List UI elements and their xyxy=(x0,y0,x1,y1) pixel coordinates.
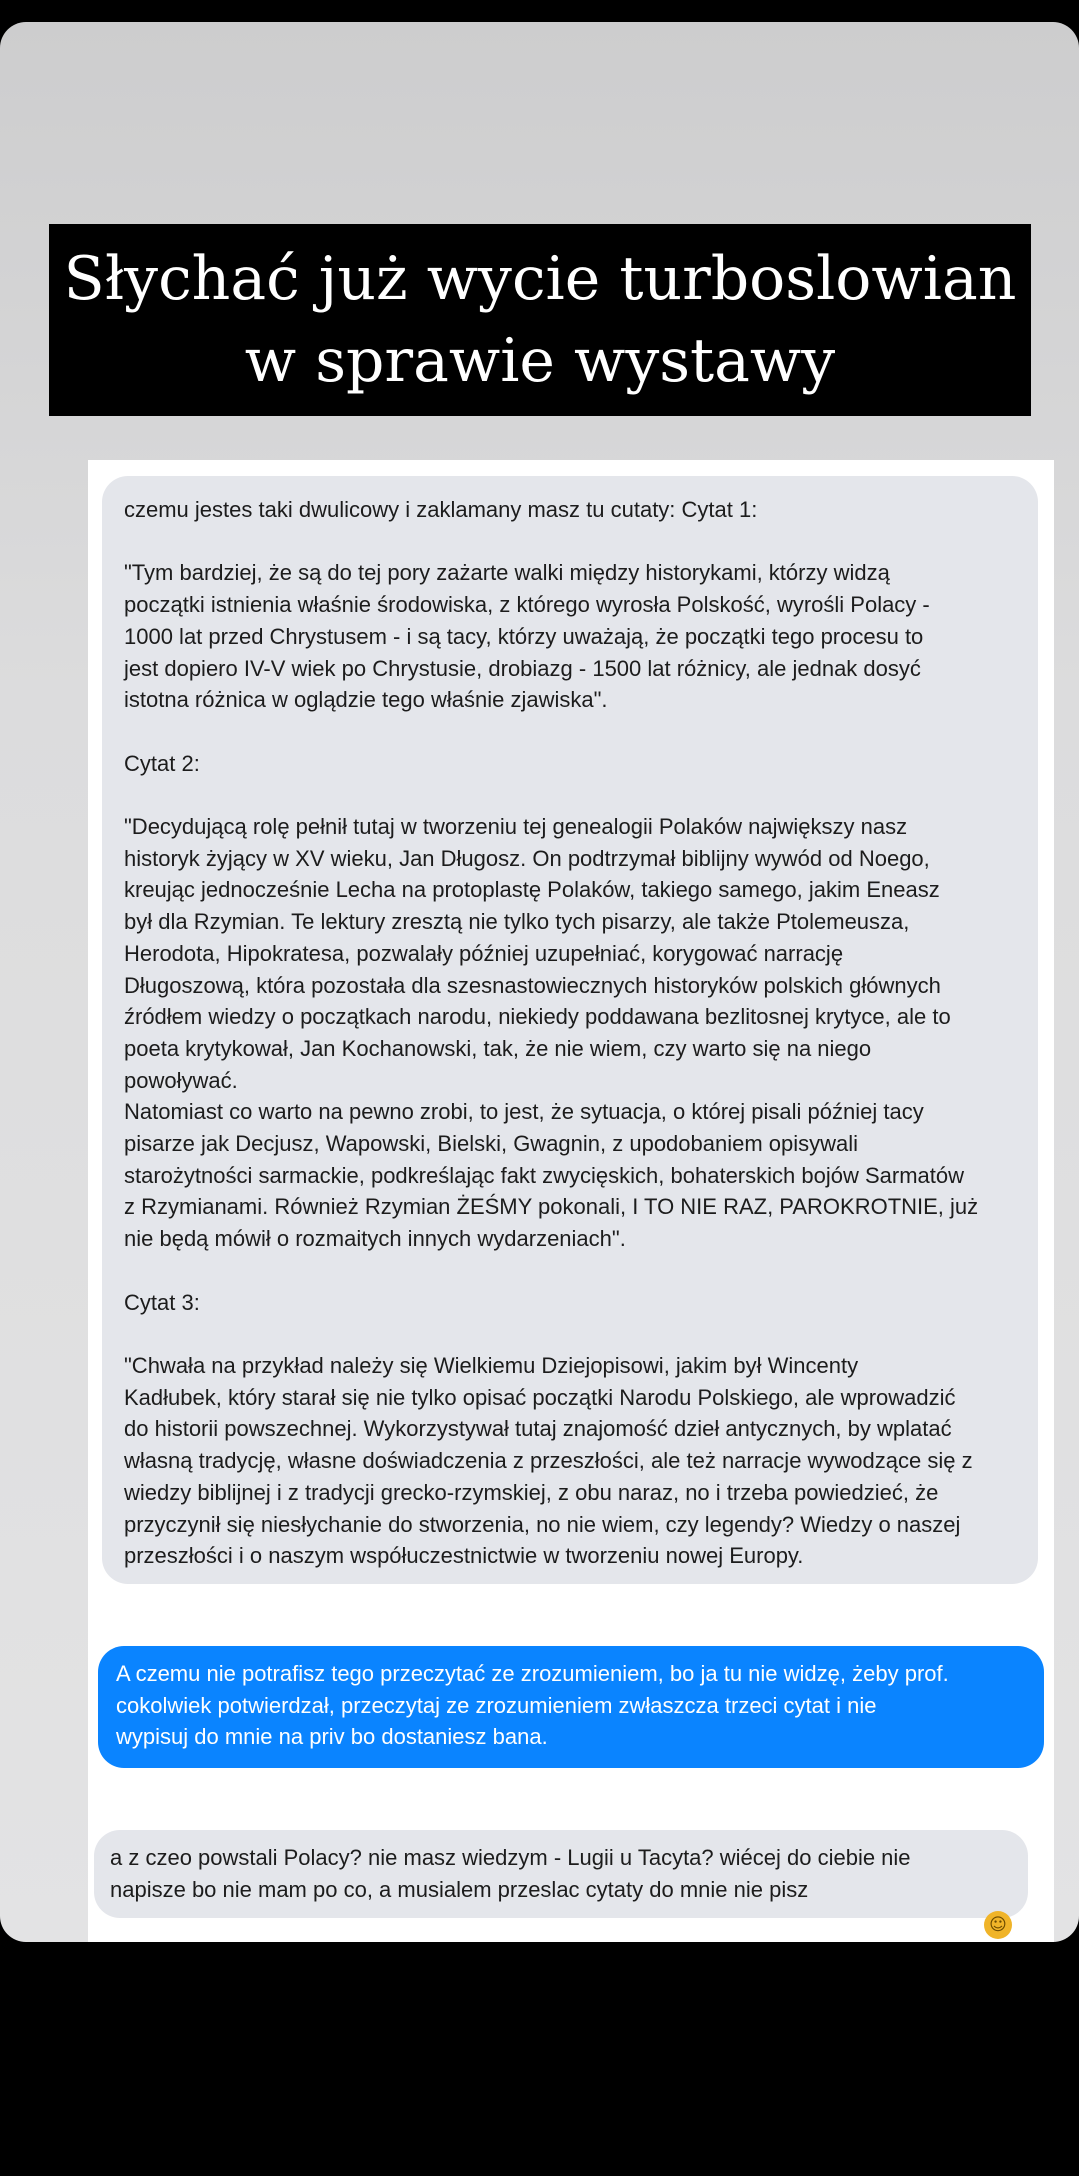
headline-banner xyxy=(49,224,1031,416)
outgoing-message-reply: A czemu nie potrafisz tego przeczytać ze zrozumieniem, bo ja tu nie widzę, żeby prof. cokolwiek potwierdzał, przeczytaj ze zrozumieniem zwłaszcza trzeci cytat i nie wypisuj do mnie na priv bo dostaniesz bana. xyxy=(98,1646,1044,1768)
chat-screenshot xyxy=(88,460,1054,1942)
headline-text: Słychać już wycie turboslowian w sprawie wystawy xyxy=(63,244,1017,396)
incoming-message-quotes: czemu jestes taki dwulicowy i zaklamany masz tu cutaty: Cytat 1: "Tym bardziej, że są do tej pory zażarte walki między historykami, którzy widzą początki istnienia właśnie środowiska, z którego wyrosła Polskość, wyrośli Polacy - 1000 lat przed Chrystusem - i są tacy, którzy uważają, że początki tego procesu to jest dopiero IV-V wiek po Chrystusie, drobiazg - 1500 lat różnicy, ale jednak dosyć istotna różnica w oglądzie tego właśnie zjawiska". Cytat 2: "Decydującą rolę pełnił tutaj w tworzeniu tej genealogii Polaków największy nasz historyk żyjący w XV wieku, Jan Długosz. On podtrzymał biblijny wywód od Noego, kreując jednocześnie Lecha na protoplastę Polaków, takiego samego, jakim Eneasz był dla Rzymian. Te lektury zresztą nie tylko tych pisarzy, ale także Ptolemeusza, Herodota, Hipokratesa, pozwalały później uzupełniać, korygować narrację Długoszową, która pozostała dla szesnastowiecznych historyków polskich głównych źródłem wiedzy o początkach narodu, niekiedy poddawana bezlitosnej krytyce, ale to poeta krytykował, Jan Kochanowski, tak, że nie wiem, czy warto się na niego powoływać. Natomiast co warto na pewno zrobi, to jest, że sytuacja, o której pisali później tacy pisarze jak Decjusz, Wapowski, Bielski, Gwagnin, z upodobaniem opisywali starożytności sarmackie, podkreślając fakt zwycięskich, bohaterskich bojów Sarmatów z Rzymianami. Również Rzymian ŻEŚMY pokonali, I TO NIE RAZ, PAROKROTNIE, już nie będą mówił o rozmaitych innych wydarzeniach". Cytat 3: "Chwała na przykład należy się Wielkiemu Dziejopisowi, jakim był Wincenty Kadłubek, który starał się nie tylko opisać początki Narodu Polskiego, ale wprowadzić do historii powszechnej. Wykorzystywał tutaj znajomość dzieł antycznych, by wplatać własną tradycję, własne doświadczenia z przeszłości, ale też narracje wywodzące się z wiedzy biblijnej i z tradycji grecko-rzymskiej, z obu naraz, no i trzeba powiedzieć, że przyczynił się niesłychanie do stworzenia, no nie wiem, czy legendy? Wiedzy o naszej przeszłości i o naszym współuczestnictwie w tworzeniu nowej Europy. xyxy=(102,476,1038,1584)
story-card xyxy=(0,22,1079,1942)
laughing-emoji-icon[interactable]: ☺ xyxy=(984,1911,1012,1939)
incoming-message-final: a z czeo powstali Polacy? nie masz wiedzym - Lugii u Tacyta? wiécej do ciebie nie napisze bo nie mam po co, a musialem przeslac cytaty do mnie nie pisz xyxy=(94,1830,1028,1918)
